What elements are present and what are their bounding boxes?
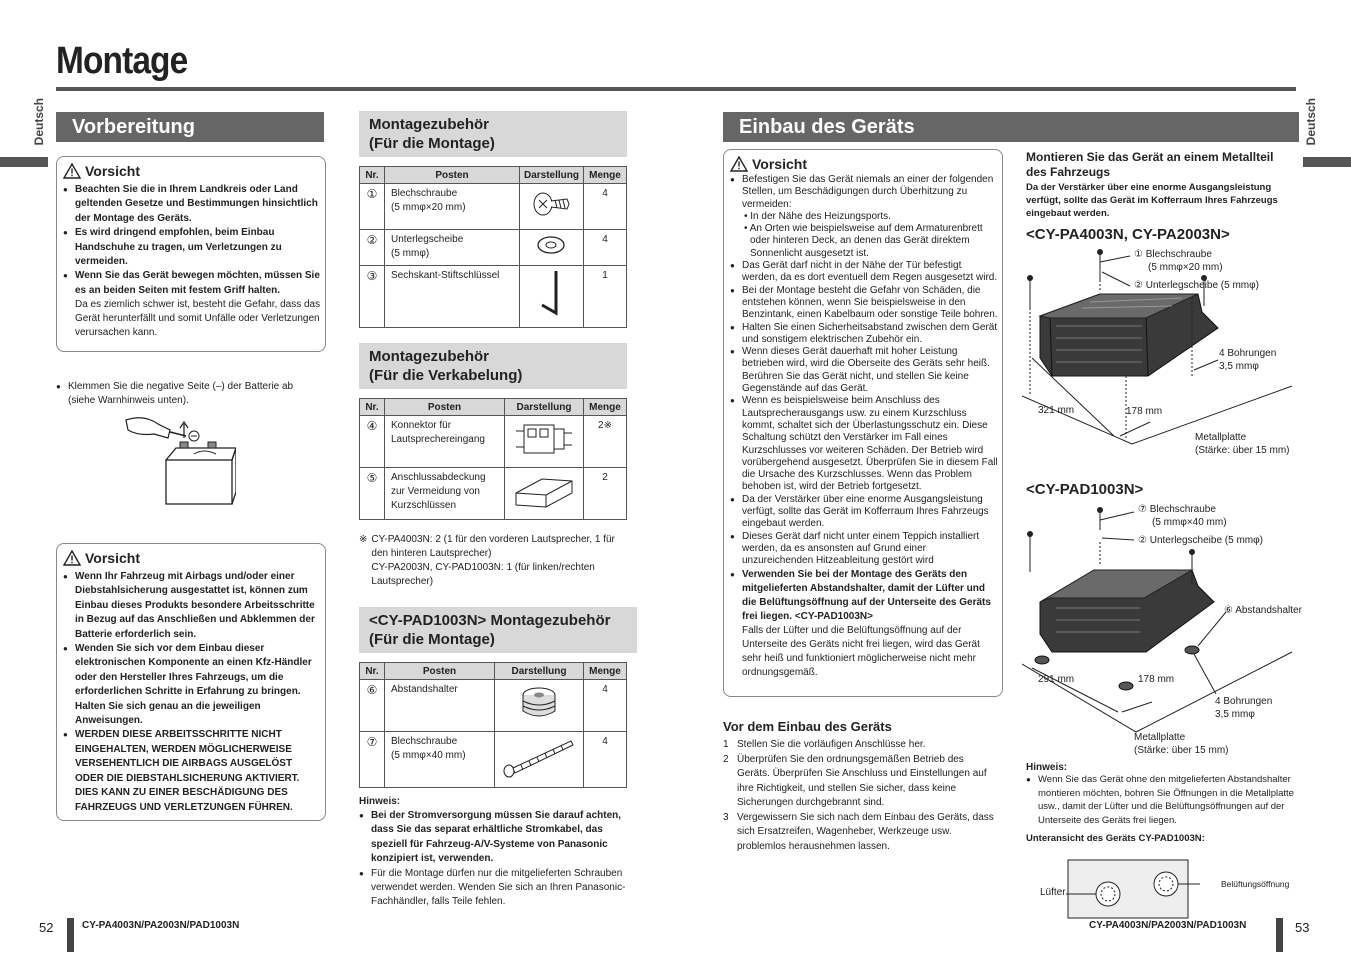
- d2-dim-b: 178 mm: [1138, 674, 1175, 685]
- footer-bar-left: [67, 918, 74, 952]
- heading-pad-montagezubehoer: <CY-PAD1003N> Montagezubehör (Für die Montage): [359, 607, 637, 653]
- footnote: ※ CY-PA4003N: 2 (1 für den vorderen Lautsprecher, 1 für den hinteren Lautsprecher) CY-PA2003N, CY-PAD1003N: 1 (für linken/rechten Lautsprecher): [359, 534, 615, 587]
- caution-item: ● WERDEN DIESE ARBEITSSCHRITTE NICHT EINGEHALTEN, WERDEN MÖGLICHERWEISE VERSEHENTLICH DIE AIRBAGS AUSGELÖST ODER DIE DIEBSTAHLSICHERUNG AKTIVIERT. DIES KANN ZU EINER BESCHÄDIGUNG DES FAHRZEUGS UND VERLETZUNGEN FÜHREN.: [63, 728, 321, 814]
- caution-item: ● Wenden Sie sich vor dem Einbau dieser elektronischen Komponente an einen Kfz-Händler oder den Hersteller Ihres Fahrzeugs, um die erforderlichen Schritte in Erfahrung zu bringen. Halten Sie sich genau an die jeweiligen Anweisungen.: [63, 642, 321, 728]
- caution-item: ● Da der Verstärker über eine enorme Ausgangsleistung verfügt, sollte das Gerät im Kofferraum Ihres Fahrzeugs eingebaut werden.: [730, 494, 998, 531]
- language-tab-left: Deutsch: [32, 98, 46, 146]
- caution-item: ● Verwenden Sie bei der Montage des Geräts den mitgelieferten Abstandshalter, damit der Lüfter und die Belüftungsöffnung auf der Unterseite des Geräts frei liegen. <CY-PAD1003N>: [730, 568, 998, 624]
- caution-title: Vorsicht: [63, 163, 321, 179]
- bottom-view-title: Unteransicht des Geräts CY-PAD1003N:: [1026, 833, 1205, 844]
- language-tab-right: Deutsch: [1304, 98, 1318, 146]
- table-row: ⑥ Abstandshalter 4: [360, 680, 627, 732]
- page-number-left: 52: [39, 920, 54, 935]
- caution-box-1: [56, 156, 326, 352]
- language-tab-bar-left: [0, 157, 48, 167]
- language-tab-bar-right: [1303, 157, 1351, 167]
- d1-screw-label: ① Blechschraube (5 mmφ×20 mm): [1134, 249, 1223, 273]
- d2-washer-label: ② Unterlegscheibe (5 mmφ): [1138, 535, 1263, 546]
- caution-box-3: [723, 149, 1003, 697]
- caution-item: ● Es wird dringend empfohlen, beim Einbau Handschuhe zu tragen, um Verletzungen zu vermeiden.: [63, 226, 321, 269]
- caution-item: ● Dieses Gerät darf nicht unter einem Teppich installiert werden, da es ansonsten auf Grund einer unzureichenden Hitzeableitung gestört wird: [730, 531, 998, 568]
- screw-icon: [531, 189, 571, 219]
- hint-item: ● Für die Montage dürfen nur die mitgelieferten Schrauben verwendet werden. Wenden Sie sich an Ihren Panasonic-Fachhändler, falls Teile fehlen.: [359, 867, 629, 910]
- d2-dim-a: 291 mm: [1038, 674, 1075, 685]
- footer-model-right: CY-PA4003N/PA2003N/PAD1003N: [1089, 920, 1247, 931]
- before-install: Vor dem Einbau des Geräts 1 Stellen Sie die vorläufigen Anschlüsse her. 2 Überprüfen Sie den ordnungsgemäßen Betrieb des Geräts. Überprüfen Sie Anschluss und Einstellungen auf ihre Richtigkeit, und stellen Sie sicher, dass keine Sicherungen durchgebrannt sind. 3 Vergewissern Sie sich nach dem Einbau des Geräts, dass sich Ersatzreifen, Wagenheber, Werkzeuge usw. problemlos herausnehmen lassen.: [723, 719, 995, 854]
- metal-mount-heading: Montieren Sie das Gerät an einem Metallteil des Fahrzeugs Da der Verstärker über eine enorme Ausgangsleistung verfügt, sollte das Gerät im Kofferraum Ihres Fahrzeugs eingebaut werden. <CY-PA4003N, CY-PA2003N>: [1026, 150, 1294, 243]
- heading-montagezubehoer-verkabelung: Montagezubehör (Für die Verkabelung): [359, 343, 627, 389]
- battery-note: ● Klemmen Sie die negative Seite (–) der Batterie ab (siehe Warnhinweis unten).: [56, 380, 316, 409]
- caution-item: ● Wenn dieses Gerät dauerhaft mit hoher Leistung betrieben wird, wird die Oberseite des Geräts sehr heiß. Berühren Sie das Gerät nicht, und stellen Sie keine Gegenstände auf das Gerät.: [730, 346, 998, 395]
- page-title: Montage: [56, 40, 188, 82]
- step-item: 1 Stellen Sie die vorläufigen Anschlüsse her.: [723, 739, 926, 750]
- caution-item: ● Befestigen Sie das Gerät niemals an einer der folgenden Stellen, um Beschädigungen durch Überhitzung zu vermeiden: • In der Nähe des Heizungsports. • An Orten wie beispielsweise auf dem Armaturenbrett oder hinteren Deck, an denen das Gerät direktem Sonnenlicht ausgesetzt ist.: [730, 174, 998, 260]
- caution-item: ● Das Gerät darf nicht in der Nähe der Tür befestigt werden, da es dort eventuell dem Regen ausgesetzt wird.: [730, 260, 998, 285]
- table-row: ⑦ Blechschraube (5 mmφ×40 mm) 4: [360, 732, 627, 788]
- caution-item: ● Wenn Ihr Fahrzeug mit Airbags und/oder einer Diebstahlsicherung ausgestattet ist, können zum Einbau dieses Produkts besondere Arbeitsschritte in Bezug auf das Anschließen und Abklemmen der Batterie erforderlich sein.: [63, 570, 321, 642]
- step-item: 2 Überprüfen Sie den ordnungsgemäßen Betrieb des Geräts. Überprüfen Sie Anschluss und Einstellungen auf ihre Richtigkeit, und stellen Sie sicher, dass keine Sicherungen durchgebrannt sind.: [723, 753, 987, 808]
- long-screw-icon: [501, 735, 577, 779]
- d1-dim-a: 321 mm: [1038, 405, 1075, 416]
- hint-block: Hinweis: ● Bei der Stromversorgung müssen Sie darauf achten, dass Sie das separat erhältliche Stromkabel, das speziell für Fahrzeug-A/V-Systeme von Panasonic konzipiert ist, verwenden. ● Für die Montage dürfen nur die mitgelieferten Schrauben verwendet werden. Wenden Sie sich an Ihren Panasonic-Fachhändler, falls Teile fehlen.: [359, 796, 629, 910]
- warning-icon: [63, 163, 81, 179]
- model-heading-2: <CY-PAD1003N>: [1026, 481, 1144, 498]
- caution-item: ● Beachten Sie die in Ihrem Landkreis oder Land geltenden Gesetze und Bestimmungen hinsichtlich der Montage des Geräts.: [63, 183, 321, 226]
- cover-icon: [512, 471, 576, 511]
- footer-model-left: CY-PA4003N/PA2003N/PAD1003N: [82, 920, 240, 931]
- table-montage: Nr. Posten Darstellung Menge ① Blechschraube (5 mmφ×20 mm) 4 ② Unterlegscheibe (5 mmφ) 4 ③ Sechskant-Stiftschlüssel 1: [359, 166, 627, 328]
- hex-key-icon: [536, 269, 566, 319]
- table-verkabelung: Nr. Posten Darstellung Menge ④ Konnektor für Lautsprechereingang 2※ ⑤ Anschlussabdeckung zur Vermeidung von Kurzschlüssen 2: [359, 398, 627, 520]
- caution-item: ● Halten Sie einen Sicherheitsabstand zwischen dem Gerät und sonstigem elektrischen Zubehör ein.: [730, 322, 998, 347]
- table-row: ② Unterlegscheibe (5 mmφ) 4: [360, 230, 627, 266]
- caution-note: Falls der Lüfter und die Belüftungsöffnung auf der Unterseite des Geräts nicht frei liegen, wird das Gerät sehr heiß und funktioniert möglicherweise nicht mehr ordnungsgemäß.: [742, 624, 980, 678]
- d1-dim-b: 178 mm: [1126, 406, 1163, 417]
- warning-icon: [730, 156, 748, 172]
- table-row: ⑤ Anschlussabdeckung zur Vermeidung von Kurzschlüssen 2: [360, 468, 627, 520]
- d1-plate-label: Metallplatte (Stärke: über 15 mm): [1195, 432, 1290, 456]
- model-heading-1: <CY-PA4003N, CY-PA2003N>: [1026, 226, 1230, 243]
- d2-spacer-label: ⑥ Abstandshalter: [1224, 605, 1302, 616]
- table-pad: Nr. Posten Darstellung Menge ⑥ Abstandshalter 4 ⑦ Blechschraube (5 mmφ×40 mm) 4: [359, 662, 627, 788]
- bottom-view-diagram: [1066, 858, 1200, 920]
- connector-icon: [514, 419, 574, 459]
- fan-label: Lüfter: [1040, 887, 1066, 898]
- footer-bar-right: [1276, 918, 1283, 952]
- heading-montagezubehoer-montage: Montagezubehör (Für die Montage): [359, 111, 627, 157]
- table-row: ① Blechschraube (5 mmφ×20 mm) 4: [360, 184, 627, 230]
- title-rule: [56, 87, 1296, 91]
- vent-label: Belüftungsöffnung: [1221, 879, 1290, 889]
- washer-icon: [536, 235, 566, 255]
- step-item: 3 Vergewissern Sie sich nach dem Einbau des Geräts, dass sich Ersatzreifen, Wagenheber, Werkzeuge usw. problemlos herausnehmen lassen.: [723, 811, 994, 852]
- d2-screw-label: ⑦ Blechschraube (5 mmφ×40 mm): [1138, 504, 1227, 528]
- d2-plate-label: Metallplatte (Stärke: über 15 mm): [1134, 732, 1229, 756]
- hint-item: ● Bei der Stromversorgung müssen Sie darauf achten, dass Sie das separat erhältliche Stromkabel, das speziell für Fahrzeug-A/V-Systeme von Panasonic konzipiert ist, verwenden.: [359, 809, 629, 867]
- spacer-icon: [519, 683, 559, 723]
- warning-icon: [63, 550, 81, 566]
- metal-hint: Hinweis: ● Wenn Sie das Gerät ohne den mitgelieferten Abstandshalter montieren möchten, bohren Sie Öffnungen in die Metallplatte usw., damit der Lüfter und die Belüftungsöffnungen auf der Unterseite des Geräts frei liegen. Unteransicht des Geräts CY-PAD1003N:: [1026, 762, 1296, 844]
- d2-holes-label: 4 Bohrungen 3,5 mmφ: [1215, 696, 1273, 720]
- caution-title: Vorsicht: [63, 550, 321, 566]
- caution-item: ● Bei der Montage besteht die Gefahr von Schäden, die entstehen können, wenn Sie beispielsweise in den Benzintank, einen Kabelbaum oder sonstige Teile bohren.: [730, 285, 998, 322]
- d1-washer-label: ② Unterlegscheibe (5 mmφ): [1134, 280, 1259, 291]
- d1-holes-label: 4 Bohrungen 3,5 mmφ: [1219, 348, 1277, 372]
- page-number-right: 53: [1295, 920, 1310, 935]
- section-einbau: Einbau des Geräts: [723, 112, 1299, 142]
- caution-box-2: [56, 543, 326, 821]
- caution-note: Da es ziemlich schwer ist, besteht die Gefahr, dass das Gerät herunterfällt und somit Unfälle oder Verletzungen verursachen kann.: [75, 299, 321, 339]
- caution-item: ● Wenn es beispielsweise beim Anschluss des Lautsprecherausgangs usw. zu einem Kurzschluss kommt, schaltet sich der Überlastungsschutz ein. Diese Schaltung schützt den Verstärker im Fall eines Kurzschlusses vor weiteren Schäden. Der Betrieb wird vorübergehend ausgesetzt. Überprüfen Sie in diesem Fall die Ursache des Kurzschlusses. Wenn das Problem behoben ist, wird der Betrieb fortgesetzt.: [730, 395, 998, 493]
- table-row: ④ Konnektor für Lautsprechereingang 2※: [360, 416, 627, 468]
- battery-illustration: [124, 414, 236, 510]
- section-vorbereitung: Vorbereitung: [56, 112, 324, 142]
- caution-item: ● Wenn Sie das Gerät bewegen möchten, müssen Sie es an beiden Seiten mit festem Griff halten.: [63, 269, 321, 298]
- caution-title: Vorsicht: [730, 156, 998, 172]
- table-row: ③ Sechskant-Stiftschlüssel 1: [360, 266, 627, 328]
